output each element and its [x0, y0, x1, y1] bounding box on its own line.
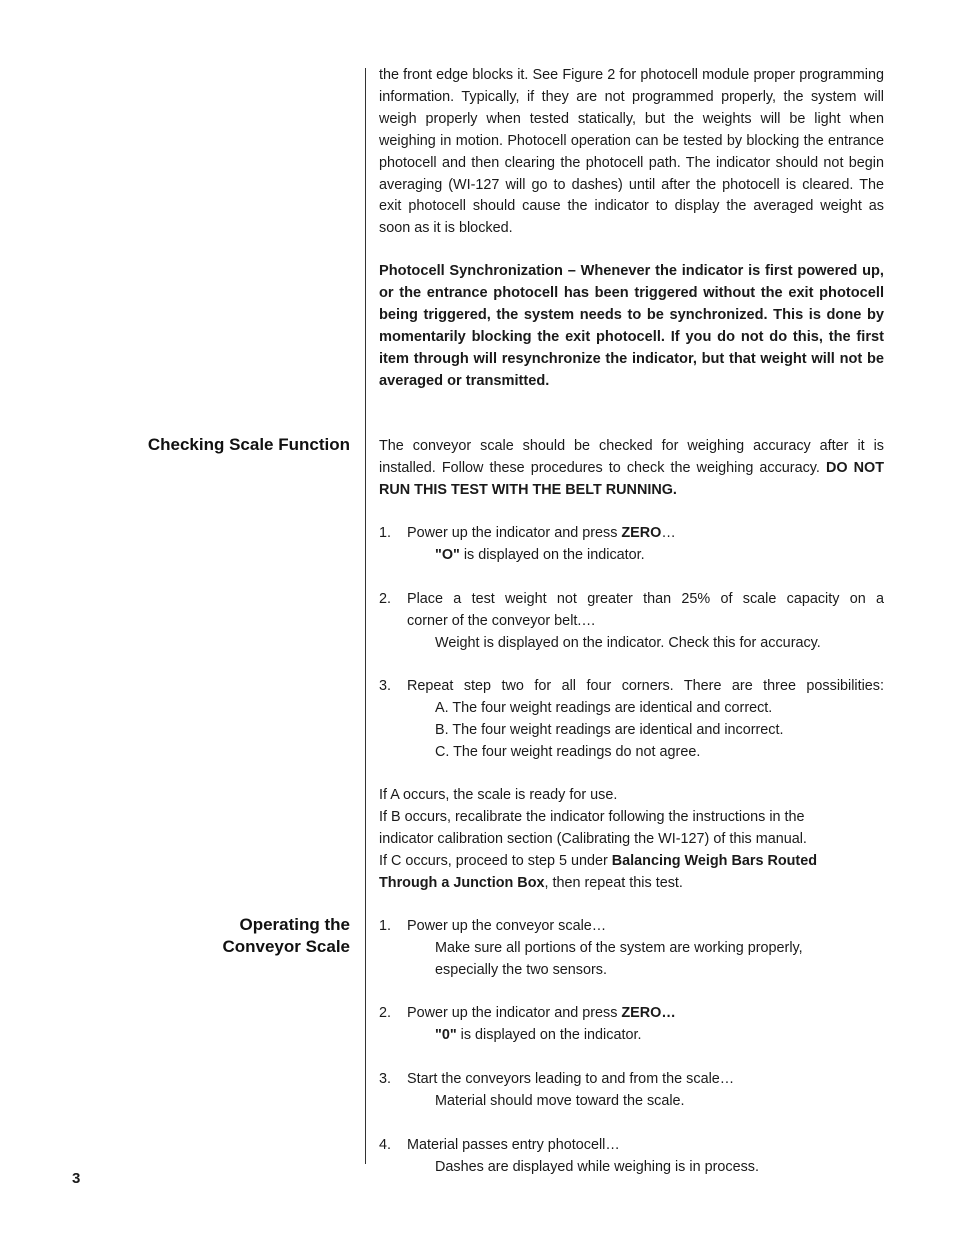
heading-line-1: Operating the — [239, 915, 350, 934]
step-result: Weight is displayed on the indicator. Check this for accuracy. — [435, 635, 821, 651]
step-result-line-2: especially the two sensors. — [435, 962, 607, 978]
warning-text: DO NOT RUN THIS TEST WITH THE BELT RUNNING. — [379, 459, 884, 498]
operate-step-3 — [379, 1069, 884, 1113]
step-result — [435, 545, 884, 567]
outcome-c-line-1 — [379, 851, 884, 873]
outcome-c-bold-2: Through a Junction Box — [379, 874, 545, 891]
sync-label: Photocell Synchronization — [379, 263, 563, 279]
sync-dash: – — [562, 263, 581, 279]
outcomes — [379, 785, 884, 894]
operate-step-1 — [379, 916, 884, 982]
step-result: Material should move toward the scale. — [435, 1093, 685, 1109]
step-number: 4. — [379, 1137, 392, 1153]
step-text-line-1: Place a test weight not greater than 25% of scale capacity on a — [407, 591, 884, 607]
step-text — [407, 1003, 884, 1025]
step-number: 3. — [379, 678, 392, 694]
outcome-b-line-2: indicator calibration section (Calibrating the WI-127) of this manual. — [379, 830, 807, 847]
heading-line-2: Conveyor Scale — [222, 937, 350, 956]
checking-intro-text: The conveyor scale should be checked for weighing accuracy after it is installed. Follow these procedures to check the weighing accuracy. — [379, 438, 884, 476]
outcome-c-pre: If C occurs, proceed to step 5 under — [379, 852, 612, 869]
step-number: 2. — [379, 591, 392, 607]
step-text-bold: ZERO — [621, 525, 662, 541]
step-number: 2. — [379, 1005, 392, 1021]
heading-checking-scale-function — [50, 434, 350, 456]
page-number: 3 — [72, 1170, 81, 1187]
checking-intro — [379, 436, 884, 502]
option-c: C. The four weight readings do not agree. — [435, 744, 701, 760]
check-step-3 — [379, 676, 884, 764]
step-text-pre: Power up the indicator and press — [407, 525, 622, 541]
step-text — [407, 523, 884, 545]
sync-text: Whenever the indicator is first powered up, or the entrance photocell has been triggered without the exit photocell being triggered, the system needs to be synchronized. This is done by momentarily blocking the exit photocell. If you do not do this, the first item through will resynchronize the indicator, but that weight will not be averaged or transmitted. — [379, 263, 884, 389]
step-result-text: is displayed on the indicator. — [459, 547, 645, 563]
outcome-c-post: , then repeat this test. — [544, 874, 683, 891]
check-step-2 — [379, 589, 884, 655]
option-b: B. The four weight readings are identical and incorrect. — [435, 722, 784, 738]
operate-step-4 — [379, 1135, 884, 1179]
step-result — [435, 1025, 884, 1047]
heading-operating-conveyor-scale — [50, 914, 350, 958]
step-text-post: … — [661, 525, 676, 541]
step-text: Repeat step two for all four corners. There are three possibilities: — [407, 678, 884, 694]
step-text: Power up the conveyor scale… — [407, 918, 607, 934]
step-text: Start the conveyors leading to and from the scale… — [407, 1071, 735, 1087]
option-a: A. The four weight readings are identical and correct. — [435, 700, 773, 716]
step-text-line-2: corner of the conveyor belt.… — [407, 613, 596, 629]
step-text-pre: Power up the indicator and press — [407, 1005, 622, 1021]
outcome-b-line-1: If B occurs, recalibrate the indicator following the instructions in the — [379, 808, 805, 825]
check-step-1 — [379, 523, 884, 567]
outcome-a: If A occurs, the scale is ready for use. — [379, 787, 618, 803]
intro-paragraph: the front edge blocks it. See Figure 2 for photocell module proper programming information. Typically, if they are not programmed properly, the system will weigh properly when tested statically, but the weights will be light when weighing in motion. Photocell operation can be tested by blocking the entrance photocell and then clearing the photocell path. The indicator should not begin averaging (WI-127 will go to dashes) until after the photocell is cleared. The exit photocell should cause the indicator to display the averaged weight as soon as it is blocked. — [379, 67, 884, 237]
step-result-line-1: Make sure all portions of the system are working properly, — [435, 940, 803, 956]
column-divider — [365, 68, 366, 1164]
step-result: Dashes are displayed while weighing is in process. — [435, 1159, 759, 1175]
heading-text: Checking Scale Function — [147, 435, 350, 454]
step-number: 1. — [379, 918, 392, 934]
step-result-bold: "O" — [435, 547, 460, 563]
step-text-bold: ZERO… — [621, 1005, 676, 1021]
step-number: 3. — [379, 1071, 392, 1087]
operate-step-2 — [379, 1003, 884, 1047]
outcome-c-line-2 — [379, 873, 884, 895]
step-number: 1. — [379, 525, 392, 541]
step-result-bold: "0" — [435, 1027, 457, 1043]
sync-paragraph — [379, 261, 884, 392]
step-result-text: is displayed on the indicator. — [456, 1027, 642, 1043]
step-text: Material passes entry photocell… — [407, 1137, 620, 1153]
outcome-c-bold-1: Balancing Weigh Bars Routed — [611, 852, 818, 869]
